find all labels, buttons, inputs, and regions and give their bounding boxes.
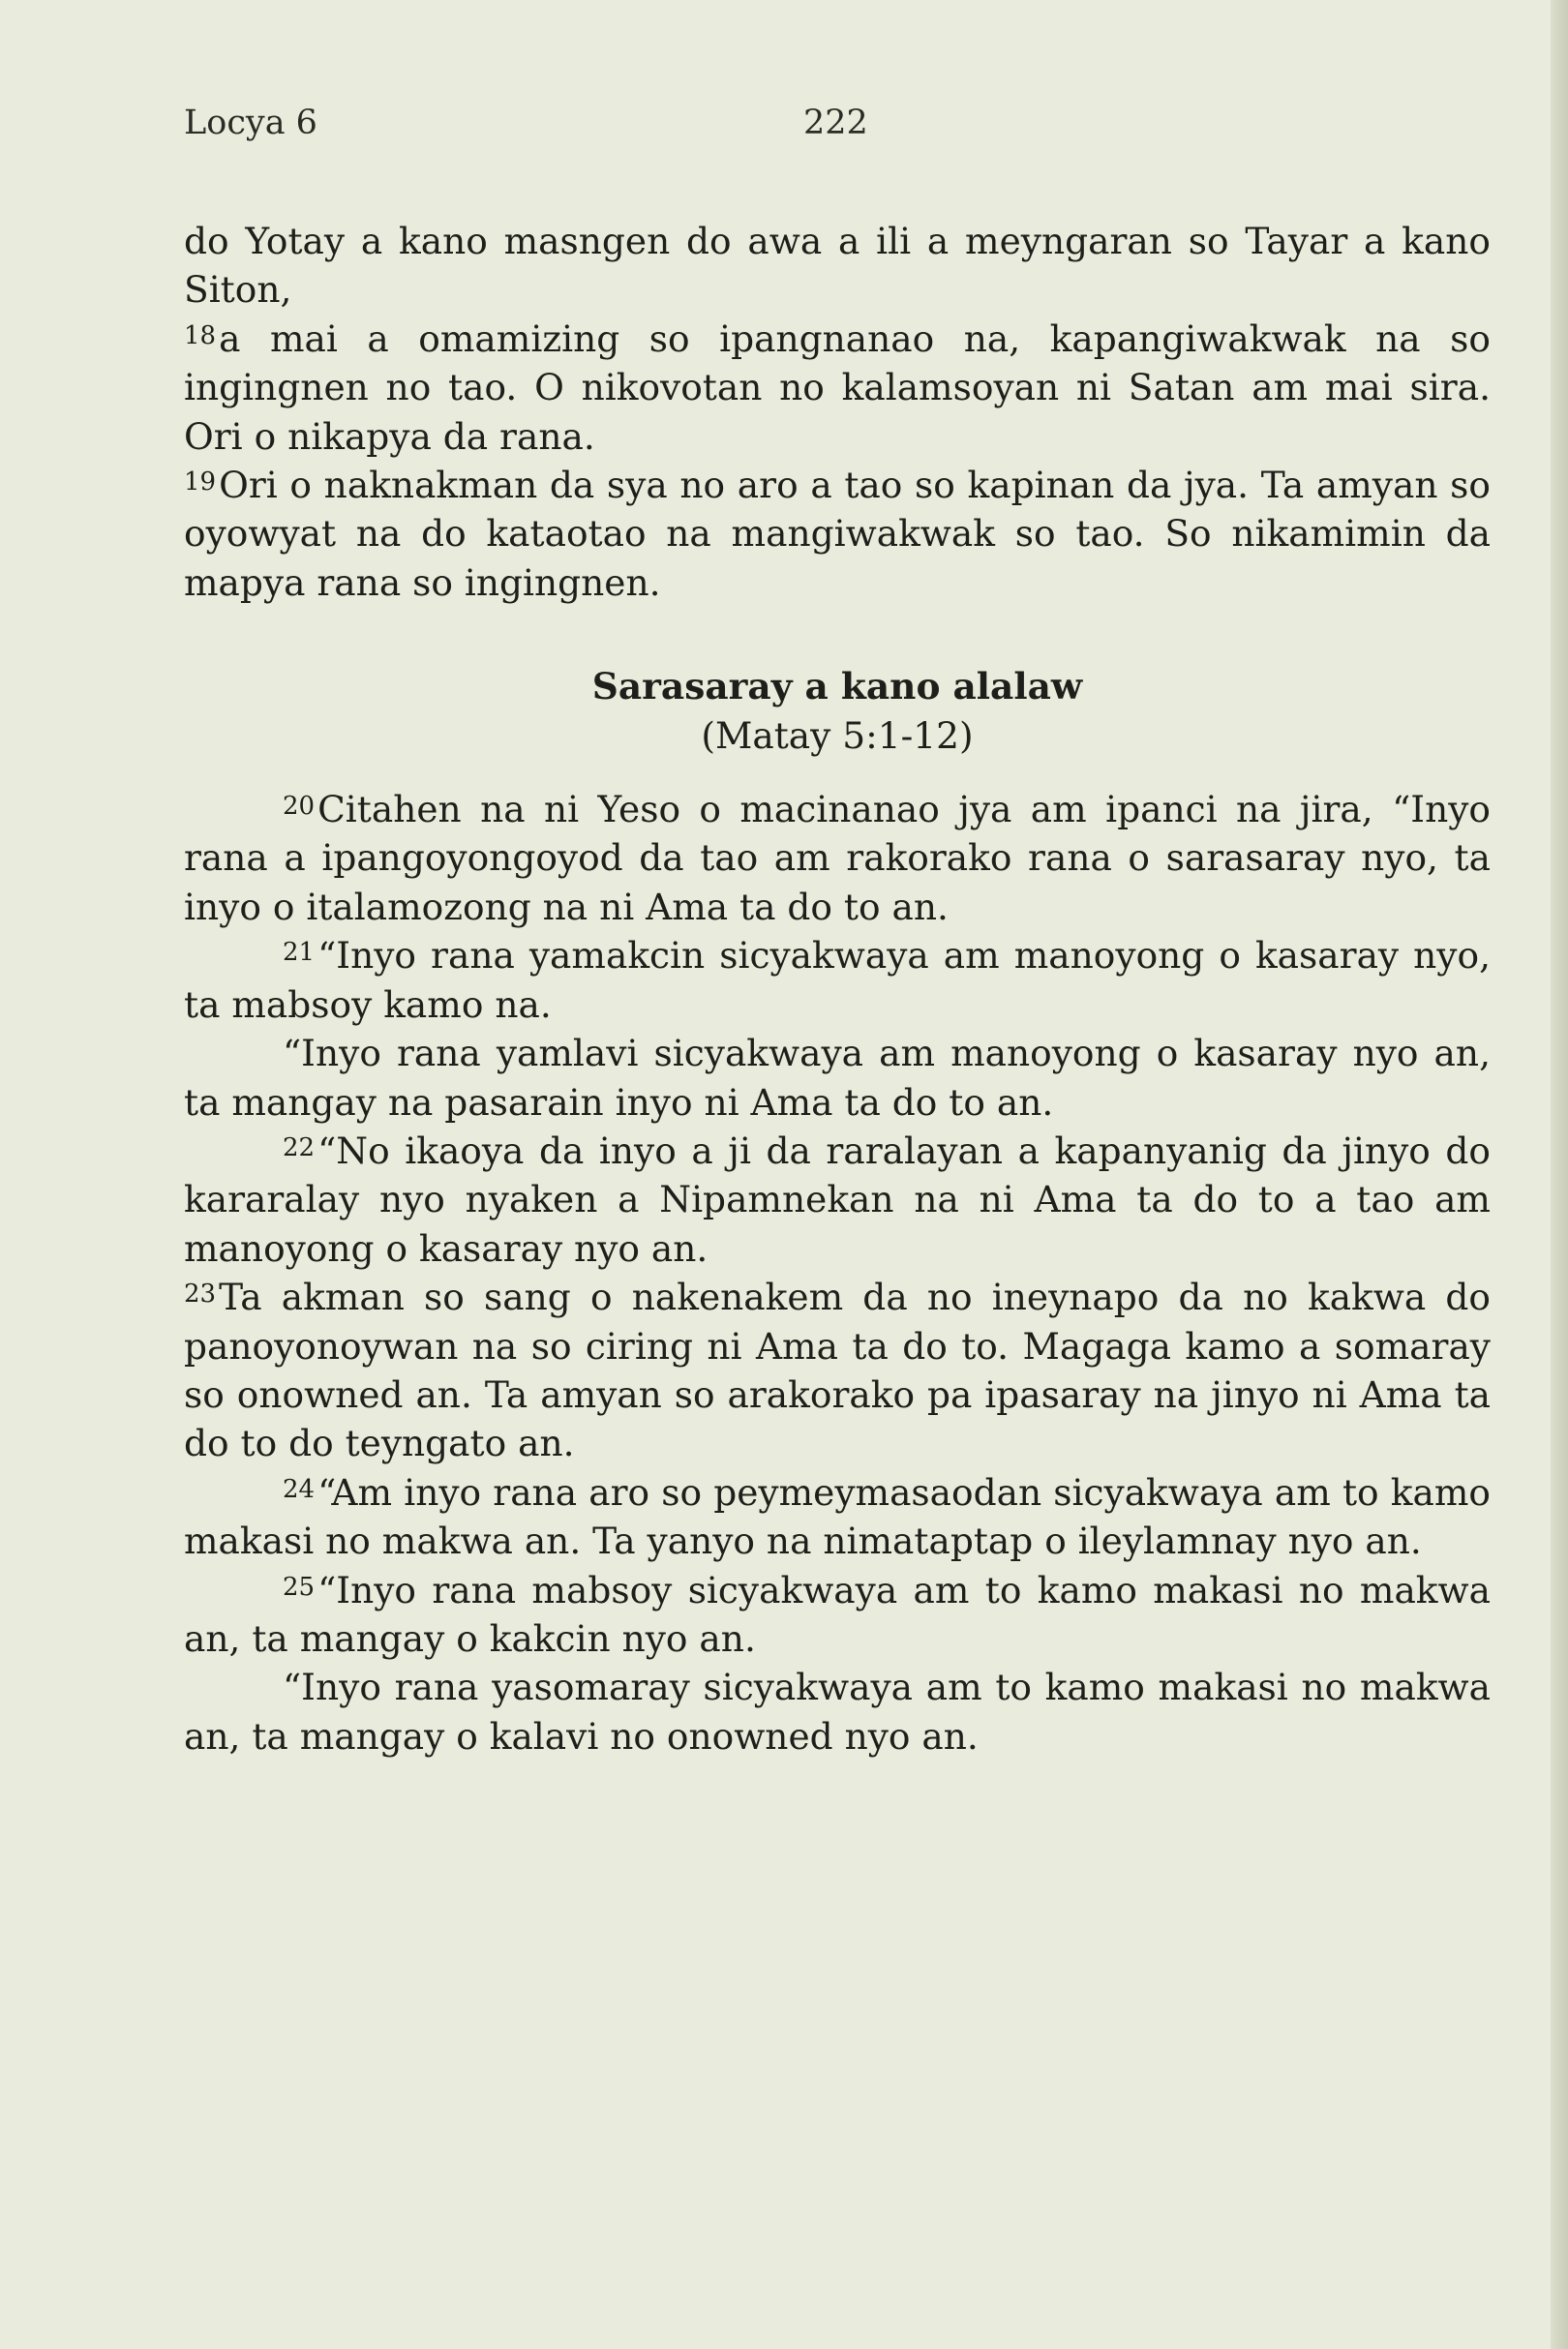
verse-text: Citahen na ni Yeso o macinanao jya am ipanci na jira, “Inyo rana a ipangoyongoyod da tao am rakorako rana o sarasaray nyo, ta inyo o italamozong na ni Ama ta do to an. (184, 788, 1491, 928)
chapter-label: Locya 6 (184, 104, 317, 142)
verse-text: “Inyo rana mabsoy sicyakwaya am to kamo makasi no makwa an, ta mangay o kakcin nyo an. (184, 1568, 1491, 1660)
page-edge (1551, 0, 1568, 2349)
verse-text: a mai a omamizing so ipangnanao na, kapangiwakwak na so ingingnen no tao. O nikovotan no kalamsoyan ni Satan am mai sira. Ori o nikapya da rana. (184, 316, 1491, 458)
verse-number: 23 (184, 1280, 217, 1310)
verse-18 (184, 315, 1491, 461)
verse-text: “No ikaoya da inyo a ji da raralayan a kapanyanig da jinyo do kararalay nyo nyaken a Nipamnekan na ni Ama ta do to a tao am manoyong o kasaray nyo an. (184, 1129, 1491, 1270)
verse-25 (184, 1566, 1491, 1664)
verse-text: “Inyo rana yamlavi sicyakwaya am manoyong o kasaray nyo an, ta mangay na pasarain inyo ni Ama ta do to an. (184, 1032, 1491, 1124)
verse-text: “Inyo rana yasomaray sicyakwaya am to kamo makasi no makwa an, ta mangay o kalavi no onowned nyo an. (184, 1666, 1491, 1758)
verse-text: “Inyo rana yamakcin sicyakwaya am manoyong o kasaray nyo, ta mabsoy kamo na. (184, 934, 1491, 1026)
verse-number: 24 (283, 1474, 316, 1504)
page-number: 222 (803, 104, 868, 142)
verse-number: 25 (283, 1572, 316, 1602)
verse-number: 18 (184, 320, 217, 350)
verse-25-continued (184, 1663, 1491, 1761)
section-reference: (Matay 5:1-12) (701, 713, 974, 757)
verse-19 (184, 461, 1491, 607)
verse-21-continued (184, 1029, 1491, 1127)
verse-text: Ta akman so sang o nakenakem da no ineynapo da no kakwa do panoyonoywan na so ciring ni Ama ta do to. Magaga kamo a somaray so onowned an. Ta amyan so arakorako pa ipasaray na jinyo ni Ama ta do to do teyngato an. (184, 1276, 1491, 1465)
verse-20 (184, 785, 1491, 931)
page-content (184, 217, 1491, 1761)
verse-number: 22 (283, 1132, 316, 1162)
verse-text: Ori o naknakman da sya no aro a tao so kapinan da jya. Ta amyan so oyowyat na do kataotao na mangiwakwak so tao. So nikamimin da mapya rana so ingingnen. (184, 464, 1491, 604)
verse-24 (184, 1468, 1491, 1566)
verse-22 (184, 1127, 1491, 1273)
page-header (184, 99, 1491, 147)
intro-paragraph: do Yotay a kano masngen do awa a ili a meyngaran so Tayar a kano Siton, (184, 220, 1491, 312)
verse-number: 21 (283, 938, 316, 968)
verse-text: “Am inyo rana aro so peymeymasaodan sicyakwaya am to kamo makasi no makwa an. Ta yanyo na nimataptap o ileylamnay nyo an. (184, 1470, 1491, 1563)
section-title: Sarasaray a kano alalaw (591, 665, 1083, 708)
verse-21 (184, 931, 1491, 1029)
verse-number: 20 (283, 792, 316, 822)
verse-23 (184, 1273, 1491, 1468)
verse-number: 19 (184, 467, 217, 497)
